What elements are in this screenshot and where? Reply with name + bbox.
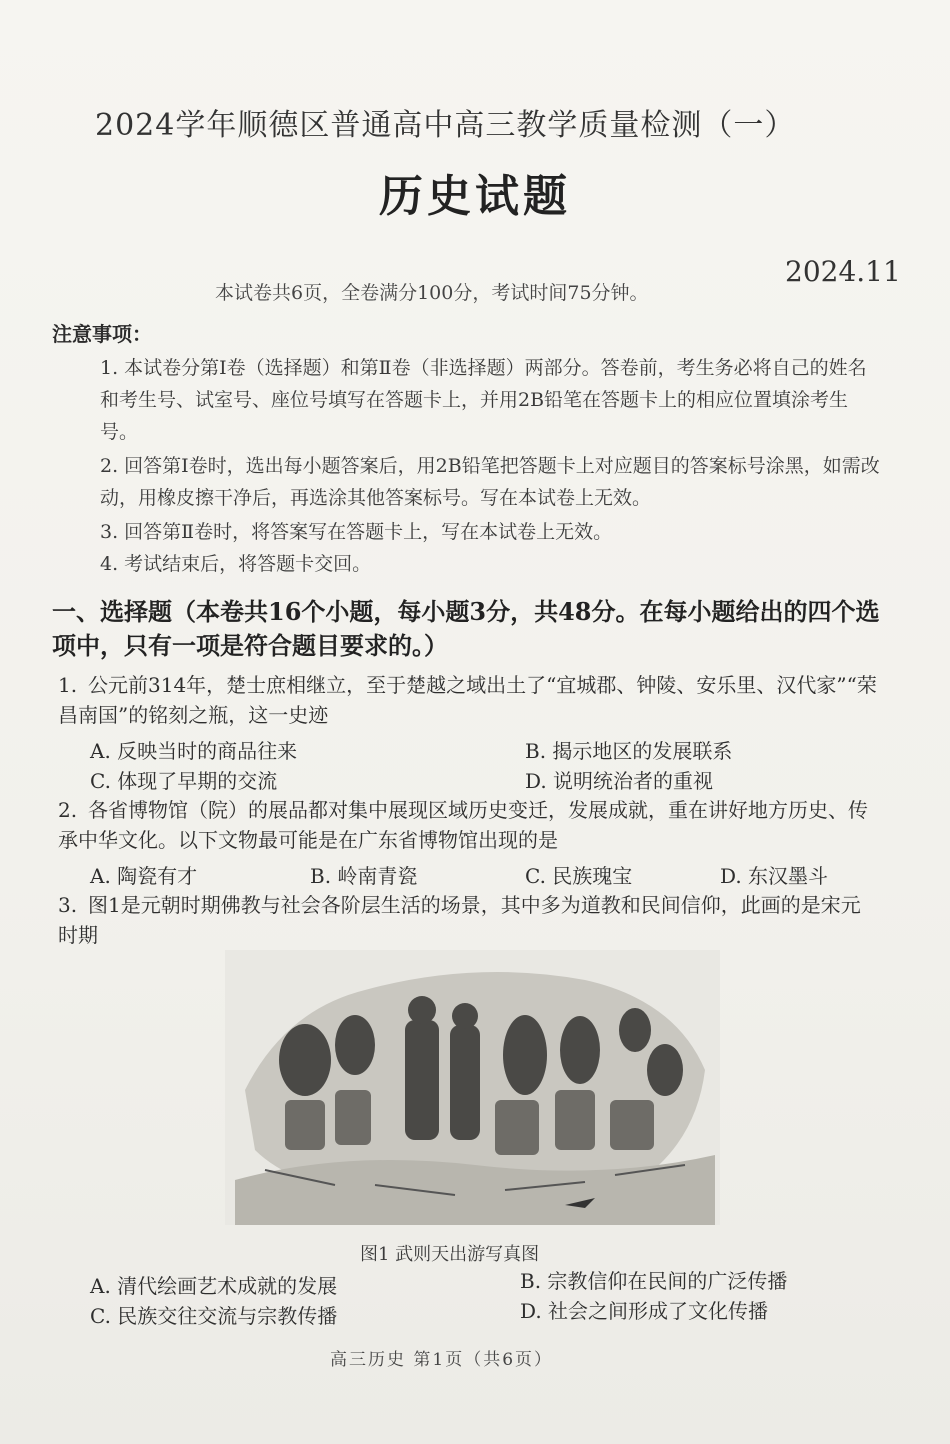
exam-intro: 本试卷共6页，全卷满分100分，考试时间75分钟。 [215, 282, 649, 304]
section-title: 一、选择题（本卷共16个小题，每小题3分，共48分。在每小题给出的四个选项中，只有一项是符合题目要求的。） [52, 597, 880, 660]
question-3-option-c: C. 民族交往交流与宗教传播 [90, 1304, 338, 1328]
question-2-option-d: D. 东汉墨斗 [720, 864, 829, 888]
question-number: 1. [58, 673, 78, 697]
question-2-option-a: A. 陶瓷有才 [90, 864, 198, 888]
question-stem: 图1是元朝时期佛教与社会各阶层生活的场景，其中多为道教和民间信仰，此画的是宋元时期 [58, 893, 861, 947]
question-3 [58, 890, 878, 950]
notice-heading: 注意事项： [52, 322, 152, 346]
question-2-option-b: B. 岭南青瓷 [310, 864, 418, 888]
question-3-option-d: D. 社会之间形成了文化传播 [520, 1299, 769, 1323]
figure-caption: 图1 武则天出游写真图 [360, 1244, 540, 1265]
question-1-option-c: C. 体现了早期的交流 [90, 769, 278, 793]
question-1-option-b: B. 揭示地区的发展联系 [525, 739, 733, 763]
notice-item-3: 3. 回答第Ⅱ卷时，将答案写在答题卡上，写在本试卷上无效。 [100, 521, 613, 543]
notice-item-2: 2. 回答第Ⅰ卷时，选出每小题答案后，用2B铅笔把答题卡上对应题目的答案标号涂黑，如需改动，用橡皮擦干净后，再选涂其他答案标号。写在本试卷上无效。 [100, 455, 880, 509]
historical-painting-figure [225, 950, 720, 1225]
question-number: 3. [58, 893, 78, 917]
page-footer: 高三历史 第1页（共6页） [330, 1350, 554, 1370]
exam-date: 2024.11 [785, 255, 901, 288]
exam-title: 历史试题 [379, 171, 571, 222]
notice-item-1: 1. 本试卷分第Ⅰ卷（选择题）和第Ⅱ卷（非选择题）两部分。答卷前，考生务必将自己的姓名和考生号、试室号、座位号填写在答题卡上，并用2B铅笔在答题卡上的相应位置填涂考生号。 [100, 357, 867, 443]
question-stem: 公元前314年，楚士庶相继立，至于楚越之域出土了“宜城郡、钟陵、安乐里、汉代家”“荣昌南国”的铭刻之瓶，这一史迹 [58, 673, 877, 727]
question-2-option-c: C. 民族瑰宝 [525, 864, 633, 888]
notice-item-4: 4. 考试结束后，将答题卡交回。 [100, 553, 372, 575]
question-1-option-a: A. 反映当时的商品往来 [90, 739, 298, 763]
exam-header-line: 2024学年顺德区普通高中高三教学质量检测（一） [95, 108, 796, 143]
question-1-option-d: D. 说明统治者的重视 [525, 769, 714, 793]
question-2 [58, 795, 878, 855]
question-stem: 各省博物馆（院）的展品都对集中展现区域历史变迁，发展成就，重在讲好地方历史、传承中华文化。以下文物最可能是在广东省博物馆出现的是 [58, 798, 868, 852]
question-1 [58, 670, 878, 730]
question-3-option-b: B. 宗教信仰在民间的广泛传播 [520, 1269, 788, 1293]
question-3-option-a: A. 清代绘画艺术成就的发展 [90, 1274, 338, 1298]
question-number: 2. [58, 798, 78, 822]
